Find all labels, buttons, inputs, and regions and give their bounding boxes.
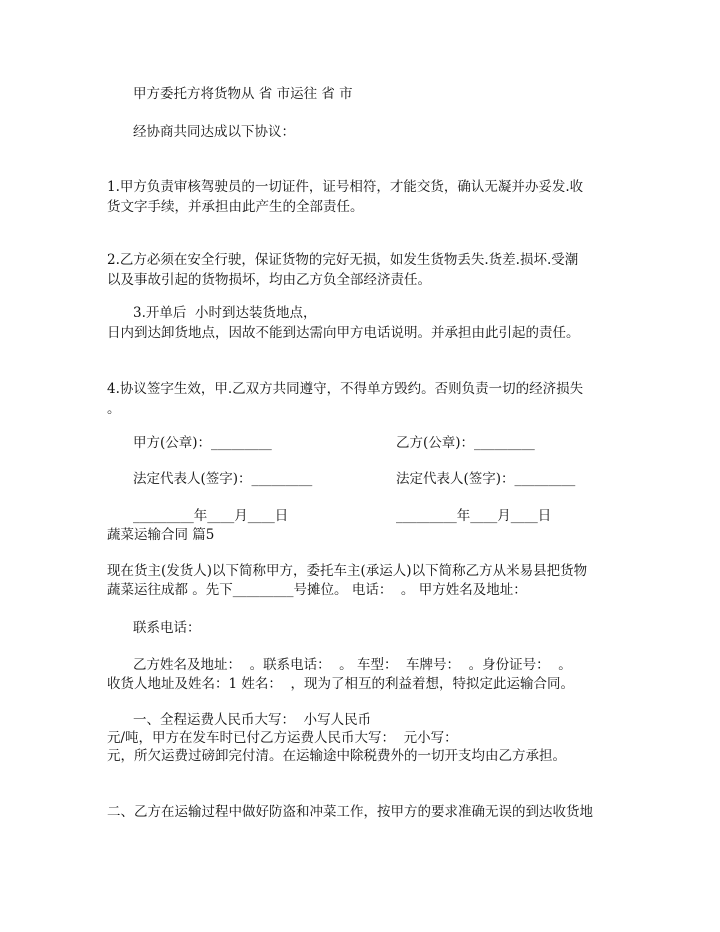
clause-two-line-1: 二、乙方在运输过程中做好防盗和冲菜工作，按甲方的要求准确无误的到达收货地 [107,804,593,820]
section-title: 蔬菜运输合同 篇5 [107,527,215,543]
party-b-seal: 乙方(公章)：_________ [396,435,535,451]
section5-contact: 联系电话： [133,620,201,636]
clause-1-line-2: 货文字手续，并承担由此产生的全部责任。 [107,199,364,215]
section5-line-3: 乙方姓名及地址： 。联系电话： 。 车型： 车牌号： 。身份证号： 。 [133,657,572,673]
party-b-representative: 法定代表人(签字)：_________ [396,471,576,487]
party-a-representative: 法定代表人(签字)：_________ [133,471,313,487]
party-b-date: _________年____月____日 [396,508,552,524]
paragraph-route: 甲方委托方将货物从 省 市运往 省 市 [133,86,353,102]
clause-3-line-1: 3.开单后 小时到达装货地点， [133,305,317,321]
clause-3-line-2: 日内到达卸货地点，因故不能到达需向甲方电话说明。并承担由此引起的责任。 [107,325,580,341]
section5-line-4: 收货人地址及姓名：1 姓名： ，现为了相互的利益着想，特拟定此运输合同。 [107,676,574,692]
fee-line-2: 元/吨，甲方在发车时已付乙方运费人民币大写： 元小写： [107,730,458,746]
party-a-date: _________年____月____日 [133,508,289,524]
section5-line-1: 现在货主(发货人)以下简称甲方，委托车主(承运人)以下简称乙方从米易县把货物 [107,563,588,579]
section5-line-2: 蔬菜运往成都 。先下_________号摊位。 电话： 。 甲方姓名及地址： [107,582,527,598]
clause-4-line-1: 4.协议签字生效，甲.乙双方共同遵守，不得单方毁约。否则负责一切的经济损失 [107,381,584,397]
clause-2-line-1: 2.乙方必须在安全行驶，保证货物的完好无损，如发生货物丢失.货差.损坏.受潮 [107,252,579,268]
party-a-seal: 甲方(公章)：_________ [133,435,272,451]
clause-4-line-2: 。 [107,401,121,417]
clause-1-line-1: 1.甲方负责审核驾驶员的一切证件，证号相符，才能交货，确认无凝并办妥发.收 [107,179,584,195]
paragraph-agreement-intro: 经协商共同达成以下协议： [133,124,295,140]
fee-line-1: 一、全程运费人民币大写： 小写人民币 [133,712,372,728]
clause-2-line-2: 以及事故引起的货物损坏，均由乙方负全部经济责任。 [107,272,431,288]
fee-line-3: 元，所欠运费过磅卸完付清。在运输途中除税费外的一切开支均由乙方承担。 [107,748,566,764]
